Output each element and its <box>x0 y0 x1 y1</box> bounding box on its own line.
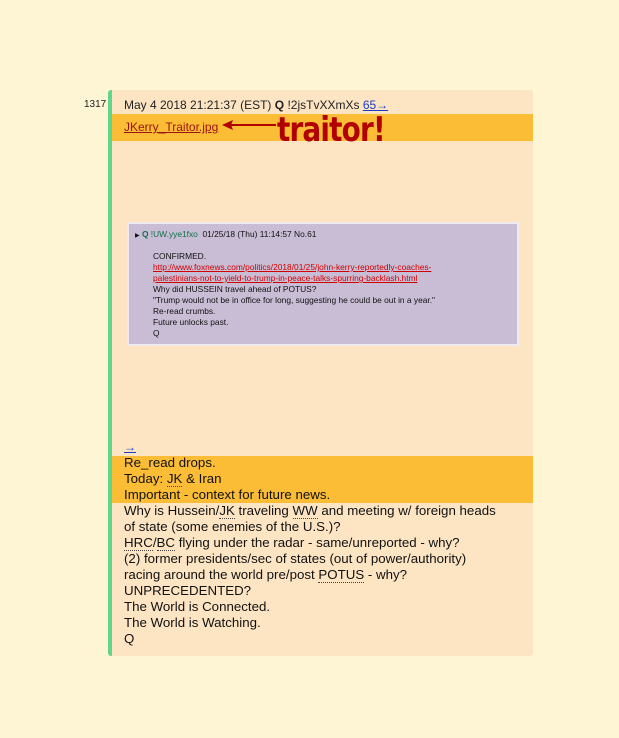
post-author: Q <box>274 98 285 112</box>
message-line: UNPRECEDENTED? <box>124 583 252 598</box>
embedded-line: CONFIRMED. <box>153 251 207 261</box>
embedded-post-meta <box>135 229 316 242</box>
message-line: The World is Connected. <box>124 599 271 614</box>
embedded-line: Why did HUSSEIN travel ahead of POTUS? <box>153 284 317 294</box>
reply-link[interactable]: 65→ <box>362 98 389 112</box>
message-line: Why is Hussein/JK traveling WW and meeting w/ foreign heads <box>124 503 496 518</box>
abbreviation: JK <box>166 471 183 486</box>
message-line: The World is Watching. <box>124 615 261 630</box>
embedded-post-body <box>153 251 435 339</box>
triangle-icon: ▶ <box>135 233 140 239</box>
embedded-tripcode: !UW.yye1fxo <box>150 229 198 239</box>
post-timestamp: May 4 2018 21:21:37 (EST) <box>124 98 272 112</box>
abbreviation: JK <box>219 503 235 518</box>
embedded-line: Q <box>153 328 160 338</box>
post-tripcode: !2jsTvXXmXs <box>287 98 360 112</box>
abbreviation: HRC <box>124 535 153 550</box>
post-number: 1317 <box>84 99 107 110</box>
traitor-annotation: traitor! <box>277 110 385 150</box>
message-line: racing around the world pre/post POTUS - why? <box>124 567 408 582</box>
message-line: (2) former presidents/sec of states (out of power/authority) <box>124 551 467 566</box>
embedded-post-screenshot <box>127 222 519 346</box>
post-card <box>108 90 533 656</box>
message-line: HRC/BC flying under the radar - same/unreported - why? <box>124 535 460 550</box>
embedded-timestamp: 01/25/18 (Thu) 11:14:57 <box>202 229 292 239</box>
attachment-filename-link[interactable]: JKerry_Traitor.jpg <box>124 120 219 134</box>
embedded-post-number: No.61 <box>294 229 317 239</box>
embedded-line: Future unlocks past. <box>153 317 229 327</box>
message-line: of state (some enemies of the U.S.)? <box>124 519 341 534</box>
red-arrow-icon <box>220 118 278 132</box>
embedded-link[interactable]: palestinians-not-to-yield-to-trump-in-peace-talks-spurring-backlash.html <box>153 273 418 283</box>
abbreviation: BC <box>156 535 175 550</box>
embedded-link[interactable]: http://www.foxnews.com/politics/2018/01/25/john-kerry-reportedly-coaches- <box>153 262 432 272</box>
embedded-line: Re-read crumbs. <box>153 306 216 316</box>
embedded-line: "Trump would not be in office for long, suggesting he could be out in a year." <box>153 295 436 305</box>
abbreviation: POTUS <box>318 567 365 582</box>
embedded-author: Q <box>141 229 149 239</box>
arrow-link[interactable]: → <box>124 440 136 454</box>
message-line: Important - context for future news. <box>124 487 331 502</box>
message-line: Q <box>124 631 135 646</box>
message-line: Re_read drops. <box>124 455 216 470</box>
post-message <box>124 455 529 647</box>
message-line: Today: JK & Iran <box>124 471 222 486</box>
abbreviation: WW <box>292 503 318 518</box>
